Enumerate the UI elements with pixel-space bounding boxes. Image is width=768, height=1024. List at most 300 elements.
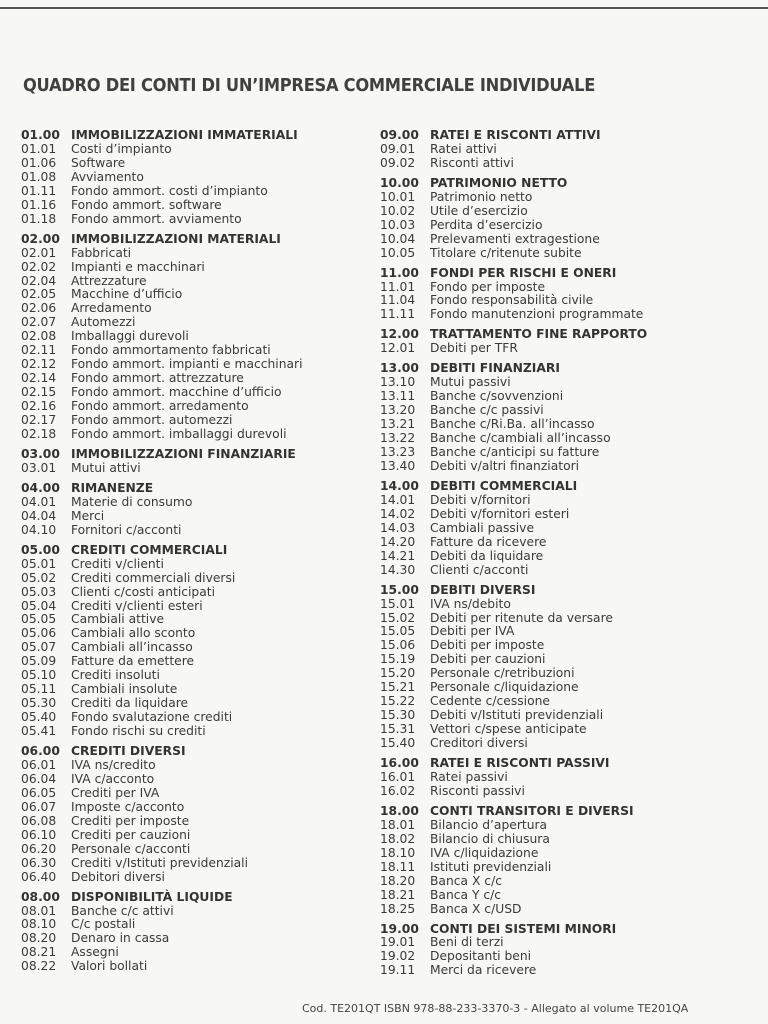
- account-row: [380, 612, 750, 626]
- account-code: 04.10: [21, 522, 57, 537]
- account-row: [21, 669, 361, 683]
- account-row: [380, 833, 750, 847]
- account-code: 02.07: [21, 315, 57, 330]
- account-row: [21, 213, 361, 227]
- account-code: 19.02: [380, 949, 416, 964]
- account-label: Fondo ammort. arredamento: [71, 399, 249, 414]
- account-label: Crediti v/Istituti previdenziali: [71, 855, 249, 870]
- account-code: 02.06: [21, 301, 57, 316]
- account-code: 05.10: [21, 668, 57, 683]
- account-label: Risconti passivi: [430, 783, 525, 798]
- account-row: [380, 219, 750, 233]
- account-code: 14.03: [380, 520, 416, 535]
- account-code: 12.01: [380, 341, 416, 356]
- section-header: [380, 923, 750, 937]
- account-row: [21, 462, 361, 476]
- account-row: [380, 847, 750, 861]
- account-label: Denaro in cassa: [71, 931, 170, 946]
- section-code: 19.00: [380, 921, 419, 936]
- account-code: 10.03: [380, 217, 416, 232]
- account-label: Fondo ammort. attrezzature: [71, 371, 244, 386]
- account-code: 15.02: [380, 610, 416, 625]
- account-row: [380, 205, 750, 219]
- account-row: [21, 960, 361, 974]
- account-row: [380, 418, 750, 432]
- account-code: 13.22: [380, 431, 416, 446]
- account-label: Materie di consumo: [71, 494, 193, 509]
- section-code: 16.00: [380, 756, 419, 771]
- account-code: 01.01: [21, 141, 57, 156]
- account-row: [380, 889, 750, 903]
- account-code: 08.20: [21, 931, 57, 946]
- account-row: [380, 639, 750, 653]
- account-row: [21, 261, 361, 275]
- account-label: Debiti per imposte: [430, 638, 545, 653]
- account-section: [21, 745, 361, 885]
- account-row: [380, 737, 750, 751]
- account-row: [380, 653, 750, 667]
- account-row: [380, 536, 750, 550]
- account-label: Fondo manutenzioni programmate: [430, 307, 644, 322]
- account-code: 18.21: [380, 887, 416, 902]
- account-section: [380, 757, 750, 799]
- account-row: [380, 598, 750, 612]
- section-title: CREDITI DIVERSI: [71, 744, 186, 759]
- account-row: [21, 386, 361, 400]
- account-label: Depositanti beni: [430, 949, 532, 964]
- account-code: 05.04: [21, 598, 57, 613]
- account-code: 05.07: [21, 640, 57, 655]
- account-code: 04.04: [21, 508, 57, 523]
- account-code: 10.04: [380, 231, 416, 246]
- account-code: 06.30: [21, 855, 57, 870]
- account-row: [380, 342, 750, 356]
- section-code: 08.00: [21, 889, 60, 904]
- account-code: 09.02: [380, 155, 416, 170]
- account-row: [21, 815, 361, 829]
- account-code: 02.04: [21, 273, 57, 288]
- section-code: 01.00: [21, 128, 60, 142]
- section-title: CONTI DEI SISTEMI MINORI: [430, 921, 617, 936]
- account-section: [21, 233, 361, 442]
- account-row: [21, 829, 361, 843]
- account-code: 05.11: [21, 682, 57, 697]
- account-row: [21, 524, 361, 538]
- account-label: Software: [71, 155, 126, 170]
- account-label: Crediti insoluti: [71, 668, 160, 683]
- section-header: [21, 891, 361, 905]
- account-code: 05.06: [21, 626, 57, 641]
- section-header: [380, 129, 750, 143]
- account-label: Debiti da liquidare: [430, 548, 544, 563]
- account-label: Fabbricati: [71, 245, 132, 260]
- account-code: 01.11: [21, 183, 57, 198]
- account-label: Cambiali passive: [430, 520, 535, 535]
- account-row: [21, 199, 361, 213]
- account-row: [380, 950, 750, 964]
- account-code: 06.08: [21, 813, 57, 828]
- account-row: [21, 275, 361, 289]
- account-row: [21, 572, 361, 586]
- account-section: [380, 923, 750, 979]
- account-code: 02.15: [21, 385, 57, 400]
- section-title: DEBITI DIVERSI: [430, 582, 536, 597]
- account-label: Fondo ammort. impianti e macchinari: [71, 357, 303, 372]
- account-section: [380, 362, 750, 474]
- account-code: 13.11: [380, 389, 416, 404]
- account-code: 06.10: [21, 827, 57, 842]
- section-code: 11.00: [380, 265, 419, 280]
- account-code: 14.02: [380, 506, 416, 521]
- account-code: 15.22: [380, 694, 416, 709]
- account-code: 06.04: [21, 771, 57, 786]
- account-code: 11.01: [380, 279, 416, 294]
- account-label: Banche c/cambiali all’incasso: [430, 431, 611, 446]
- account-label: Crediti per cauzioni: [71, 827, 191, 842]
- account-row: [21, 428, 361, 442]
- account-label: Fondo ammort. software: [71, 197, 222, 212]
- section-title: RATEI E RISCONTI ATTIVI: [430, 128, 601, 142]
- account-row: [380, 508, 750, 522]
- account-code: 14.01: [380, 492, 416, 507]
- account-row: [380, 308, 750, 322]
- account-code: 05.05: [21, 612, 57, 627]
- section-header: [380, 805, 750, 819]
- account-section: [380, 328, 750, 356]
- account-row: [380, 667, 750, 681]
- account-label: Banche c/Ri.Ba. all’incasso: [430, 417, 595, 432]
- account-label: Fornitori c/acconti: [71, 522, 182, 537]
- account-row: [380, 446, 750, 460]
- section-title: RIMANENZE: [71, 480, 154, 495]
- account-label: Fondo ammort. automezzi: [71, 413, 233, 428]
- account-code: 14.21: [380, 548, 416, 563]
- account-row: [21, 330, 361, 344]
- account-row: [21, 316, 361, 330]
- account-row: [21, 697, 361, 711]
- section-code: 02.00: [21, 231, 60, 246]
- account-label: Fatture da ricevere: [430, 534, 547, 549]
- section-header: [21, 544, 361, 558]
- account-label: Fondo ammort. avviamento: [71, 211, 242, 226]
- account-code: 02.01: [21, 245, 57, 260]
- account-code: 05.09: [21, 654, 57, 669]
- account-code: 15.01: [380, 596, 416, 611]
- account-row: [21, 372, 361, 386]
- account-section: [21, 891, 361, 975]
- account-label: Banche c/anticipi su fatture: [430, 445, 600, 460]
- account-label: Cambiali insolute: [71, 682, 178, 697]
- account-label: Impianti e macchinari: [71, 259, 205, 274]
- account-row: [380, 376, 750, 390]
- account-row: [380, 157, 750, 171]
- section-code: 10.00: [380, 175, 419, 190]
- section-header: [380, 328, 750, 342]
- account-code: 01.06: [21, 155, 57, 170]
- account-label: Beni di terzi: [430, 935, 504, 950]
- account-row: [380, 233, 750, 247]
- account-row: [380, 771, 750, 785]
- account-section: [21, 544, 361, 739]
- section-title: IMMOBILIZZAZIONI IMMATERIALI: [71, 128, 298, 142]
- account-row: [380, 522, 750, 536]
- account-code: 13.20: [380, 403, 416, 418]
- section-header: [380, 362, 750, 376]
- account-row: [21, 288, 361, 302]
- account-label: Banche c/sovvenzioni: [430, 389, 564, 404]
- section-header: [380, 480, 750, 494]
- account-label: Banca Y c/c: [430, 887, 502, 902]
- account-code: 06.40: [21, 869, 57, 884]
- account-row: [21, 843, 361, 857]
- account-label: Fondo per imposte: [430, 279, 546, 294]
- account-label: Crediti per IVA: [71, 785, 160, 800]
- account-label: Debitori diversi: [71, 869, 165, 884]
- section-header: [380, 584, 750, 598]
- account-label: Istituti previdenziali: [430, 859, 552, 874]
- section-title: DEBITI COMMERCIALI: [430, 478, 578, 493]
- account-code: 13.23: [380, 445, 416, 460]
- account-label: Valori bollati: [71, 959, 148, 974]
- account-label: Debiti per TFR: [430, 341, 518, 356]
- account-code: 15.05: [380, 624, 416, 639]
- account-label: Fatture da emettere: [71, 654, 195, 669]
- account-row: [380, 494, 750, 508]
- account-label: IVA c/liquidazione: [430, 845, 539, 860]
- account-code: 10.02: [380, 203, 416, 218]
- account-label: Crediti v/clienti: [71, 556, 164, 571]
- section-code: 12.00: [380, 327, 419, 342]
- account-row: [380, 550, 750, 564]
- account-code: 05.30: [21, 696, 57, 711]
- account-code: 05.03: [21, 584, 57, 599]
- section-header: [21, 129, 361, 143]
- account-label: Assegni: [71, 945, 119, 960]
- section-header: [21, 745, 361, 759]
- account-row: [21, 302, 361, 316]
- account-code: 15.21: [380, 680, 416, 695]
- section-code: 09.00: [380, 128, 419, 142]
- account-code: 10.05: [380, 245, 416, 260]
- account-label: Fondo responsabilità civile: [430, 293, 594, 308]
- account-row: [21, 400, 361, 414]
- account-row: [21, 358, 361, 372]
- account-row: [380, 875, 750, 889]
- account-label: Automezzi: [71, 315, 136, 330]
- account-row: [380, 903, 750, 917]
- account-row: [21, 905, 361, 919]
- account-row: [380, 247, 750, 261]
- account-label: Debiti v/altri finanziatori: [430, 458, 580, 473]
- account-row: [380, 625, 750, 639]
- account-section: [21, 129, 361, 227]
- account-row: [21, 586, 361, 600]
- account-row: [21, 157, 361, 171]
- account-label: Cambiali all’incasso: [71, 640, 193, 655]
- account-label: Debiti per ritenute da versare: [430, 610, 613, 625]
- account-code: 13.21: [380, 417, 416, 432]
- section-title: DEBITI FINANZIARI: [430, 361, 560, 376]
- section-code: 05.00: [21, 542, 60, 557]
- section-title: TRATTAMENTO FINE RAPPORTO: [430, 327, 648, 342]
- section-title: PATRIMONIO NETTO: [430, 175, 568, 190]
- account-label: IVA ns/credito: [71, 757, 156, 772]
- right-column: [380, 129, 750, 984]
- account-label: Cambiali allo sconto: [71, 626, 196, 641]
- account-code: 18.01: [380, 817, 416, 832]
- account-label: Risconti attivi: [430, 155, 514, 170]
- account-label: Personale c/acconti: [71, 841, 191, 856]
- account-label: Patrimonio netto: [430, 189, 533, 204]
- account-label: Fondo rischi su crediti: [71, 724, 206, 739]
- account-label: Attrezzature: [71, 273, 147, 288]
- account-code: 11.11: [380, 307, 416, 322]
- account-code: 08.01: [21, 903, 57, 918]
- account-label: Vettori c/spese anticipate: [430, 722, 587, 737]
- account-row: [21, 185, 361, 199]
- account-row: [21, 801, 361, 815]
- account-code: 08.21: [21, 945, 57, 960]
- account-row: [21, 510, 361, 524]
- account-label: Macchine d’ufficio: [71, 287, 183, 302]
- account-label: Debiti v/Istituti previdenziali: [430, 708, 604, 723]
- section-title: IMMOBILIZZAZIONI MATERIALI: [71, 231, 281, 246]
- account-label: Fondo ammort. imballaggi durevoli: [71, 427, 287, 442]
- account-row: [21, 871, 361, 885]
- account-row: [380, 404, 750, 418]
- account-label: Debiti per IVA: [430, 624, 515, 639]
- section-code: 04.00: [21, 480, 60, 495]
- account-label: Ratei passivi: [430, 769, 508, 784]
- account-row: [380, 564, 750, 578]
- account-label: Banca X c/c: [430, 873, 502, 888]
- account-label: IVA c/acconto: [71, 771, 155, 786]
- account-code: 02.12: [21, 357, 57, 372]
- account-code: 09.01: [380, 141, 416, 156]
- account-row: [380, 861, 750, 875]
- account-code: 04.01: [21, 494, 57, 509]
- account-code: 02.16: [21, 399, 57, 414]
- account-label: Clienti c/acconti: [430, 562, 529, 577]
- account-row: [380, 936, 750, 950]
- footer-isbn: Cod. TE201QT ISBN 978-88-233-3370-3 - Allegato al volume TE201QA: [302, 1002, 689, 1015]
- account-row: [21, 711, 361, 725]
- account-code: 11.04: [380, 293, 416, 308]
- account-label: Debiti v/fornitori esteri: [430, 506, 570, 521]
- account-row: [21, 558, 361, 572]
- account-label: Prelevamenti extragestione: [430, 231, 600, 246]
- account-row: [21, 143, 361, 157]
- account-row: [380, 191, 750, 205]
- section-header: [21, 482, 361, 496]
- account-label: Banche c/c attivi: [71, 903, 174, 918]
- account-row: [380, 281, 750, 295]
- account-row: [21, 683, 361, 697]
- account-row: [380, 460, 750, 474]
- section-code: 14.00: [380, 478, 419, 493]
- account-label: Merci da ricevere: [430, 963, 537, 978]
- account-section: [21, 482, 361, 538]
- account-row: [21, 344, 361, 358]
- account-row: [380, 390, 750, 404]
- section-header: [380, 757, 750, 771]
- account-label: Clienti c/costi anticipati: [71, 584, 215, 599]
- account-label: Creditori diversi: [430, 736, 528, 751]
- account-label: Banche c/c passivi: [430, 403, 544, 418]
- account-row: [380, 964, 750, 978]
- section-code: 06.00: [21, 744, 60, 759]
- account-label: IVA ns/debito: [430, 596, 511, 611]
- account-code: 14.30: [380, 562, 416, 577]
- account-label: Mutui attivi: [71, 460, 141, 475]
- section-code: 18.00: [380, 803, 419, 818]
- left-column: [21, 129, 361, 980]
- account-row: [21, 773, 361, 787]
- account-label: Debiti v/fornitori: [430, 492, 531, 507]
- account-row: [380, 819, 750, 833]
- account-code: 18.10: [380, 845, 416, 860]
- account-row: [380, 681, 750, 695]
- section-header: [21, 448, 361, 462]
- account-code: 02.08: [21, 329, 57, 344]
- account-row: [21, 414, 361, 428]
- account-code: 18.11: [380, 859, 416, 874]
- account-section: [380, 177, 750, 261]
- account-row: [21, 641, 361, 655]
- account-code: 18.25: [380, 901, 416, 916]
- account-row: [380, 432, 750, 446]
- account-row: [21, 600, 361, 614]
- account-row: [380, 785, 750, 799]
- section-header: [380, 267, 750, 281]
- account-section: [380, 805, 750, 917]
- section-header: [380, 177, 750, 191]
- account-row: [21, 725, 361, 739]
- account-label: Avviamento: [71, 169, 144, 184]
- account-label: Cambiali attive: [71, 612, 165, 627]
- account-label: Crediti da liquidare: [71, 696, 189, 711]
- account-code: 14.20: [380, 534, 416, 549]
- account-row: [21, 787, 361, 801]
- account-code: 10.01: [380, 189, 416, 204]
- top-border-rule: [0, 7, 768, 9]
- account-label: Bilancio di chiusura: [430, 831, 550, 846]
- account-row: [21, 655, 361, 669]
- account-code: 15.40: [380, 736, 416, 751]
- section-code: 15.00: [380, 582, 419, 597]
- account-code: 15.06: [380, 638, 416, 653]
- section-header: [21, 233, 361, 247]
- account-code: 02.11: [21, 343, 57, 358]
- account-row: [21, 918, 361, 932]
- account-row: [21, 932, 361, 946]
- account-code: 19.11: [380, 963, 416, 978]
- account-code: 01.16: [21, 197, 57, 212]
- account-label: Merci: [71, 508, 105, 523]
- account-code: 16.01: [380, 769, 416, 784]
- account-section: [380, 267, 750, 323]
- page-title: QUADRO DEI CONTI DI UN’IMPRESA COMMERCIALE INDIVIDUALE: [23, 76, 596, 96]
- account-code: 06.07: [21, 799, 57, 814]
- account-code: 05.41: [21, 724, 57, 739]
- account-code: 02.18: [21, 427, 57, 442]
- account-code: 06.05: [21, 785, 57, 800]
- account-code: 02.05: [21, 287, 57, 302]
- account-label: Cedente c/cessione: [430, 694, 550, 709]
- account-section: [21, 448, 361, 476]
- account-label: Personale c/liquidazione: [430, 680, 579, 695]
- account-row: [21, 171, 361, 185]
